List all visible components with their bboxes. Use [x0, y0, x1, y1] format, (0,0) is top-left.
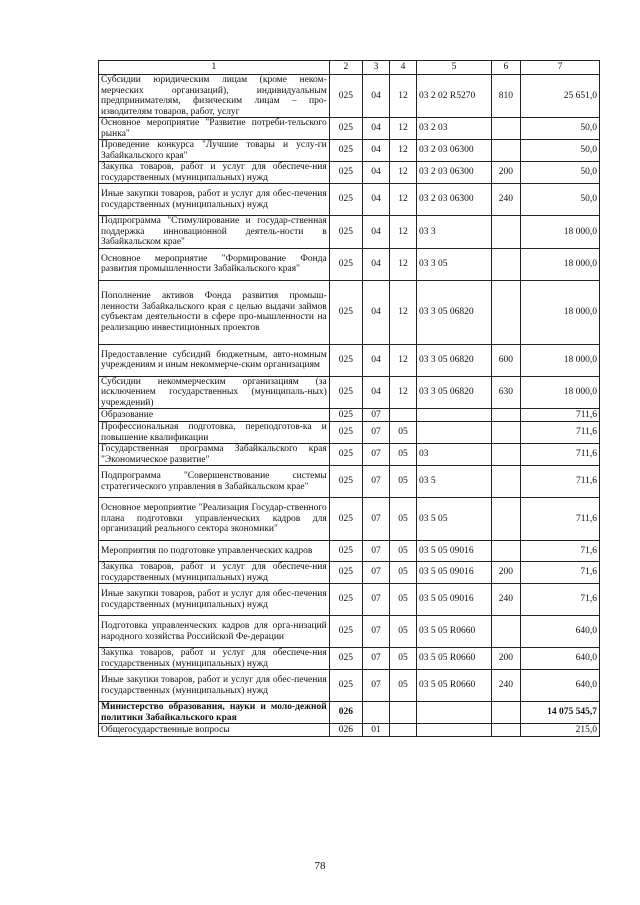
column-header-4: 4 [390, 61, 417, 75]
target-article-cell: 03 3 05 06820 [417, 376, 492, 409]
section-cell: 04 [363, 376, 390, 409]
section-cell: 04 [363, 280, 390, 344]
code-cell: 025 [329, 140, 362, 162]
table-body [99, 75, 600, 737]
section-cell: 07 [363, 562, 390, 584]
section-cell: 04 [363, 75, 390, 118]
expense-type-cell [491, 140, 520, 162]
code-cell: 026 [329, 724, 362, 737]
code-cell: 025 [329, 584, 362, 616]
column-header-2: 2 [329, 61, 362, 75]
target-article-cell: 03 2 03 06300 [417, 184, 492, 216]
table-row [99, 376, 600, 409]
table-row [99, 422, 600, 444]
expense-type-cell [491, 280, 520, 344]
code-cell: 025 [329, 162, 362, 184]
subsection-cell: 12 [390, 344, 417, 376]
expense-type-cell [491, 466, 520, 498]
subsection-cell: 05 [390, 498, 417, 541]
target-article-cell [417, 422, 492, 444]
expense-type-cell: 240 [491, 670, 520, 702]
amount-cell: 711,6 [520, 444, 599, 466]
table-row [99, 498, 600, 541]
table-row [99, 541, 600, 562]
expense-type-cell [491, 702, 520, 724]
amount-cell: 711,6 [520, 409, 599, 422]
amount-cell: 18 000,0 [520, 216, 599, 249]
section-cell: 07 [363, 409, 390, 422]
row-name-cell: Иные закупки товаров, работ и услуг для обес-печения государственных (муниципальных) нужд [99, 184, 330, 216]
code-cell: 025 [329, 248, 362, 280]
section-cell: 07 [363, 670, 390, 702]
expense-type-cell: 200 [491, 162, 520, 184]
section-cell: 01 [363, 724, 390, 737]
amount-cell: 50,0 [520, 118, 599, 140]
amount-cell: 50,0 [520, 184, 599, 216]
row-name-cell: Иные закупки товаров, работ и услуг для обес-печения государственных (муниципальных) нужд [99, 584, 330, 616]
expense-type-cell [491, 444, 520, 466]
target-article-cell: 03 5 05 R0660 [417, 616, 492, 648]
column-header-1: 1 [99, 61, 330, 75]
expense-type-cell [491, 422, 520, 444]
code-cell: 025 [329, 444, 362, 466]
subsection-cell: 12 [390, 140, 417, 162]
subsection-cell: 05 [390, 541, 417, 562]
amount-cell: 14 075 545,7 [520, 702, 599, 724]
amount-cell: 640,0 [520, 616, 599, 648]
code-cell: 025 [329, 422, 362, 444]
row-name-cell: Иные закупки товаров, работ и услуг для обес-печения государственных (муниципальных) нужд [99, 670, 330, 702]
expense-type-cell [491, 409, 520, 422]
code-cell: 025 [329, 280, 362, 344]
amount-cell: 71,6 [520, 584, 599, 616]
amount-cell: 18 000,0 [520, 344, 599, 376]
code-cell: 025 [329, 344, 362, 376]
code-cell: 025 [329, 376, 362, 409]
target-article-cell: 03 3 05 06820 [417, 280, 492, 344]
table-row [99, 248, 600, 280]
code-cell: 025 [329, 541, 362, 562]
amount-cell: 711,6 [520, 498, 599, 541]
target-article-cell: 03 [417, 444, 492, 466]
row-name-cell: Проведение конкурса "Лучшие товары и услу-ги Забайкальского края" [99, 140, 330, 162]
table-row [99, 648, 600, 670]
amount-cell: 18 000,0 [520, 248, 599, 280]
expense-type-cell [491, 248, 520, 280]
code-cell: 025 [329, 118, 362, 140]
table-row [99, 280, 600, 344]
subsection-cell [390, 724, 417, 737]
column-header-5: 5 [417, 61, 492, 75]
target-article-cell: 03 5 05 09016 [417, 541, 492, 562]
amount-cell: 18 000,0 [520, 376, 599, 409]
target-article-cell: 03 3 [417, 216, 492, 249]
table-row [99, 140, 600, 162]
target-article-cell [417, 724, 492, 737]
table-row [99, 75, 600, 118]
expense-type-cell: 810 [491, 75, 520, 118]
code-cell: 025 [329, 670, 362, 702]
subsection-cell: 12 [390, 216, 417, 249]
expense-type-cell: 240 [491, 184, 520, 216]
table-row [99, 344, 600, 376]
target-article-cell [417, 702, 492, 724]
column-header-6: 6 [491, 61, 520, 75]
row-name-cell: Пополнение активов Фонда развития промыш-ленности Забайкальского края с целью выдачи займов субъектам деятельности в сфере про-мышленности на реализацию инвестиционных проектов [99, 280, 330, 344]
target-article-cell: 03 5 05 R0660 [417, 648, 492, 670]
expense-type-cell [491, 118, 520, 140]
table-row [99, 184, 600, 216]
code-cell: 025 [329, 216, 362, 249]
row-name-cell: Подпрограмма "Стимулирование и государ-ственная поддержка инновационной деятель-ности в Забайкальском крае" [99, 216, 330, 249]
target-article-cell: 03 2 03 [417, 118, 492, 140]
row-name-cell: Мероприятия по подготовке управленческих кадров [99, 541, 330, 562]
table-row [99, 216, 600, 249]
table-row [99, 584, 600, 616]
row-name-cell: Основное мероприятие "Развитие потреби-тельского рынка" [99, 118, 330, 140]
section-cell: 04 [363, 162, 390, 184]
target-article-cell: 03 5 05 09016 [417, 562, 492, 584]
subsection-cell [390, 702, 417, 724]
section-cell: 04 [363, 118, 390, 140]
table-row [99, 118, 600, 140]
row-name-cell: Основное мероприятие "Формирование Фонда развития промышленности Забайкальского края" [99, 248, 330, 280]
row-name-cell: Субсидии юридическим лицам (кроме неком-мерческих организаций), индивидуальным предпринимателям, физическим лицам – про-изводителям товаров, работ, услуг [99, 75, 330, 118]
section-cell: 04 [363, 248, 390, 280]
target-article-cell [417, 409, 492, 422]
code-cell: 025 [329, 466, 362, 498]
section-cell: 07 [363, 616, 390, 648]
section-cell: 07 [363, 466, 390, 498]
row-name-cell: Закупка товаров, работ и услуг для обеспече-ния государственных (муниципальных) нужд [99, 562, 330, 584]
row-name-cell: Субсидии некоммерческим организациям (за исключением государственных (муниципаль-ных) учреждений) [99, 376, 330, 409]
section-cell: 04 [363, 184, 390, 216]
subsection-cell: 12 [390, 162, 417, 184]
section-cell: 04 [363, 216, 390, 249]
table-row [99, 466, 600, 498]
code-cell: 025 [329, 75, 362, 118]
column-header-7: 7 [520, 61, 599, 75]
code-cell: 026 [329, 702, 362, 724]
section-cell: 07 [363, 422, 390, 444]
expense-type-cell [491, 541, 520, 562]
section-cell: 07 [363, 584, 390, 616]
section-cell: 07 [363, 444, 390, 466]
subsection-cell: 05 [390, 584, 417, 616]
target-article-cell: 03 5 05 R0660 [417, 670, 492, 702]
table-row [99, 562, 600, 584]
section-cell: 04 [363, 140, 390, 162]
subsection-cell: 12 [390, 75, 417, 118]
table-row [99, 702, 600, 724]
amount-cell: 71,6 [520, 562, 599, 584]
expense-type-cell: 630 [491, 376, 520, 409]
subsection-cell: 12 [390, 280, 417, 344]
code-cell: 025 [329, 616, 362, 648]
row-name-cell: Подготовка управленческих кадров для орга-низаций народного хозяйства Российской Фе-дерации [99, 616, 330, 648]
expense-type-cell [491, 498, 520, 541]
code-cell: 025 [329, 648, 362, 670]
target-article-cell: 03 2 03 06300 [417, 162, 492, 184]
table-row [99, 616, 600, 648]
expense-type-cell [491, 724, 520, 737]
table-row [99, 444, 600, 466]
code-cell: 025 [329, 498, 362, 541]
row-name-cell: Предоставление субсидий бюджетным, авто-номным учреждениям и иным некоммерче-ским организациям [99, 344, 330, 376]
code-cell: 025 [329, 562, 362, 584]
table-row [99, 670, 600, 702]
subsection-cell: 12 [390, 376, 417, 409]
row-name-cell: Профессиональная подготовка, переподготов-ка и повышение квалификации [99, 422, 330, 444]
row-name-cell: Закупка товаров, работ и услуг для обеспече-ния государственных (муниципальных) нужд [99, 162, 330, 184]
expense-type-cell: 200 [491, 648, 520, 670]
row-name-cell: Министерство образования, науки и моло-дежной политики Забайкальского края [99, 702, 330, 724]
subsection-cell: 05 [390, 466, 417, 498]
subsection-cell: 05 [390, 444, 417, 466]
amount-cell: 640,0 [520, 670, 599, 702]
amount-cell: 640,0 [520, 648, 599, 670]
amount-cell: 50,0 [520, 162, 599, 184]
code-cell: 025 [329, 184, 362, 216]
expense-type-cell: 200 [491, 562, 520, 584]
budget-table [98, 60, 600, 737]
table-row [99, 162, 600, 184]
page-number: 78 [314, 860, 326, 872]
expense-type-cell: 240 [491, 584, 520, 616]
subsection-cell: 05 [390, 670, 417, 702]
target-article-cell: 03 2 02 R5270 [417, 75, 492, 118]
row-name-cell: Подпрограмма "Совершенствование системы стратегического управления в Забайкальском крае" [99, 466, 330, 498]
subsection-cell: 05 [390, 422, 417, 444]
section-cell: 07 [363, 648, 390, 670]
table-row [99, 409, 600, 422]
subsection-cell: 12 [390, 118, 417, 140]
subsection-cell: 05 [390, 648, 417, 670]
section-cell: 04 [363, 344, 390, 376]
amount-cell: 25 651,0 [520, 75, 599, 118]
table-row [99, 724, 600, 737]
target-article-cell: 03 2 03 06300 [417, 140, 492, 162]
expense-type-cell [491, 616, 520, 648]
amount-cell: 711,6 [520, 466, 599, 498]
code-cell: 025 [329, 409, 362, 422]
target-article-cell: 03 5 05 [417, 498, 492, 541]
amount-cell: 711,6 [520, 422, 599, 444]
column-header-3: 3 [363, 61, 390, 75]
row-name-cell: Основное мероприятие "Реализация Государ-ственного плана подготовки управленческих кадров для организаций реального сектора экономики" [99, 498, 330, 541]
section-cell [363, 702, 390, 724]
subsection-cell [390, 409, 417, 422]
row-name-cell: Общегосударственные вопросы [99, 724, 330, 737]
expense-type-cell: 600 [491, 344, 520, 376]
subsection-cell: 12 [390, 184, 417, 216]
target-article-cell: 03 5 [417, 466, 492, 498]
target-article-cell: 03 3 05 [417, 248, 492, 280]
subsection-cell: 05 [390, 616, 417, 648]
amount-cell: 71,6 [520, 541, 599, 562]
target-article-cell: 03 5 05 09016 [417, 584, 492, 616]
amount-cell: 18 000,0 [520, 280, 599, 344]
amount-cell: 50,0 [520, 140, 599, 162]
row-name-cell: Образование [99, 409, 330, 422]
target-article-cell: 03 3 05 06820 [417, 344, 492, 376]
row-name-cell: Закупка товаров, работ и услуг для обеспече-ния государственных (муниципальных) нужд [99, 648, 330, 670]
row-name-cell: Государственная программа Забайкальского края "Экономическое развитие" [99, 444, 330, 466]
section-cell: 07 [363, 498, 390, 541]
expense-type-cell [491, 216, 520, 249]
amount-cell: 215,0 [520, 724, 599, 737]
section-cell: 07 [363, 541, 390, 562]
subsection-cell: 12 [390, 248, 417, 280]
header-row [99, 61, 600, 75]
subsection-cell: 05 [390, 562, 417, 584]
